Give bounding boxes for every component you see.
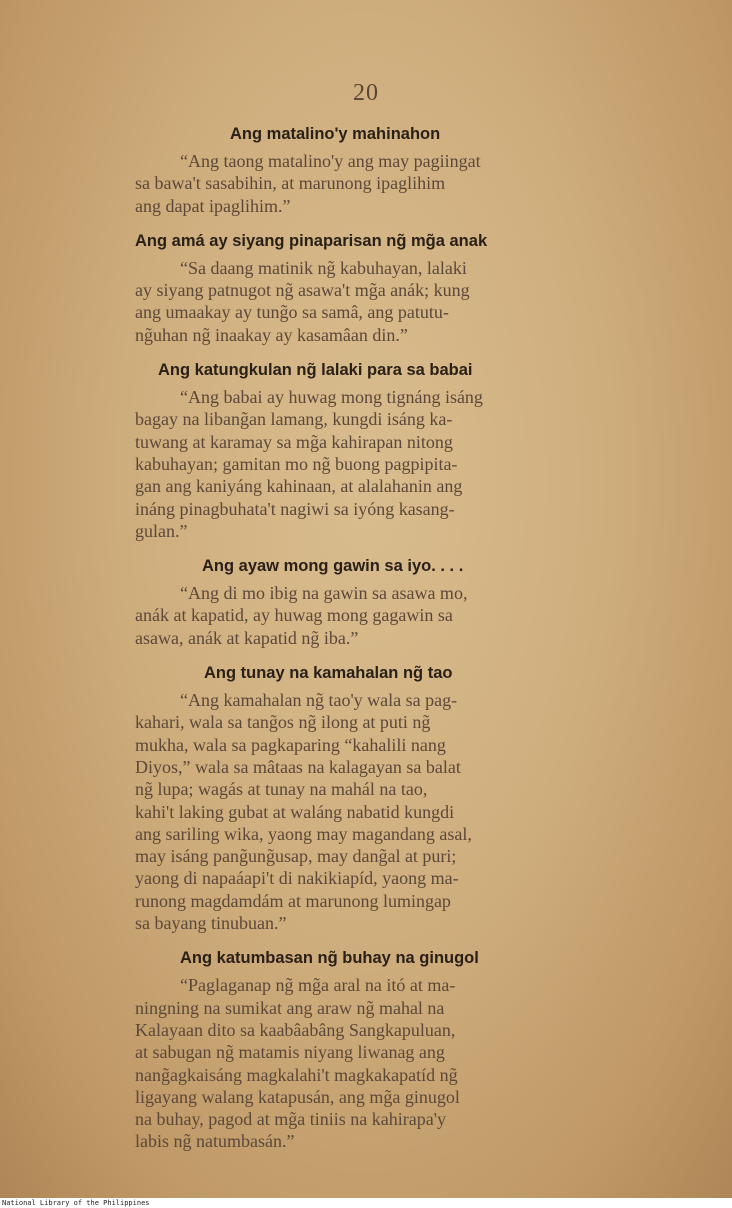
section-body bbox=[135, 582, 620, 649]
text-line: Kalayaan dito sa kaabâabâng Sangkapuluan, bbox=[135, 1019, 456, 1040]
section-body bbox=[135, 689, 620, 934]
text-line: kahari, wala sa tang̃os ng̃ ilong at puti ng̃ bbox=[135, 712, 431, 733]
text-line: ináng pinagbuhata't nagiwi sa iyóng kasang- bbox=[135, 498, 455, 519]
page-content bbox=[135, 122, 620, 1165]
text-line: ng̃uhan ng̃ inaakay ay kasamâan din.” bbox=[135, 324, 408, 345]
text-line: gulan.” bbox=[135, 520, 188, 541]
text-line: labis ng̃ natumbasán.” bbox=[135, 1131, 295, 1152]
section-body bbox=[135, 150, 620, 217]
text-line: bagay na libang̃an lamang, kungdi isáng ka- bbox=[135, 409, 453, 430]
text-line: anák at kapatid, ay huwag mong gagawin sa bbox=[135, 605, 453, 626]
text-line: nang̃agkaisáng magkalahi't magkakapatíd ng̃ bbox=[135, 1064, 458, 1085]
text-line: sa bawa't sasabihin, at marunong ipaglihim bbox=[135, 173, 446, 194]
section-heading: Ang amá ay siyang pinaparisan ng̃ mg̃a anak bbox=[135, 231, 488, 250]
section-matalino bbox=[135, 122, 620, 217]
section-body bbox=[135, 974, 620, 1152]
section-ayaw bbox=[135, 554, 620, 649]
text-line: runong magdamdám at marunong lumingap bbox=[135, 890, 451, 911]
text-line: gan ang kaniyáng kahinaan, at alalahanin ang bbox=[135, 476, 463, 497]
section-kamahalan bbox=[135, 661, 620, 934]
text-line: “Ang taong matalino'y ang may pagiingat bbox=[180, 151, 481, 171]
page-number: 20 bbox=[353, 80, 379, 106]
text-line: at sabugan ng̃ matamis niyang liwanag ang bbox=[135, 1042, 445, 1063]
section-body bbox=[135, 257, 620, 346]
section-ama bbox=[135, 229, 620, 346]
section-heading: Ang katungkulan ng̃ lalaki para sa babai bbox=[158, 361, 473, 380]
text-line: tuwang at karamay sa mg̃a kahirapan nitong bbox=[135, 431, 453, 452]
text-line: “Ang babai ay huwag mong tignáng isáng bbox=[180, 387, 483, 408]
text-line: na buhay, pagod at mg̃a tiniis na kahirapa'y bbox=[135, 1109, 446, 1130]
text-line: “Ang di mo ibig na gawin sa asawa mo, bbox=[180, 583, 468, 604]
text-line: yaong di napaáapi't di nakikiapíd, yaong ma- bbox=[135, 868, 459, 889]
text-line: ng̃ lupa; wagás at tunay na mahál na tao, bbox=[135, 779, 428, 800]
text-line: mukha, wala sa pagkaparing “kahalili nang bbox=[135, 734, 446, 755]
text-line: “Paglaganap ng̃ mg̃a aral na itó at ma- bbox=[180, 975, 456, 996]
section-body bbox=[135, 386, 620, 542]
text-line: ay siyang patnugot ng̃ asawa't mg̃a anák; kung bbox=[135, 280, 470, 301]
text-line: ligayang walang katapusán, ang mg̃a ginugol bbox=[135, 1086, 460, 1107]
library-footer-text: National Library of the Philippines bbox=[0, 1198, 732, 1208]
text-line: ang umaakay ay tung̃o sa samâ, ang patutu- bbox=[135, 302, 449, 323]
text-line: Diyos,” wala sa mâtaas na kalagayan sa balat bbox=[135, 756, 461, 777]
section-heading: Ang ayaw mong gawin sa iyo. . . . bbox=[202, 557, 464, 576]
text-line: kahi't laking gubat at waláng nabatid kungdi bbox=[135, 801, 455, 822]
section-heading: Ang matalino'y mahinahon bbox=[230, 125, 441, 143]
section-katumbasan bbox=[135, 946, 620, 1152]
section-heading: Ang katumbasan ng̃ buhay na ginugol bbox=[180, 949, 479, 968]
text-line: kabuhayan; gamitan mo ng̃ buong pagpipita- bbox=[135, 453, 458, 474]
text-line: ang dapat ipaglihim.” bbox=[135, 195, 291, 216]
text-line: asawa, anák at kapatid ng̃ iba.” bbox=[135, 627, 359, 648]
text-line: ang sariling wika, yaong may magandang asal, bbox=[135, 823, 472, 844]
text-line: “Sa daang matinik ng̃ kabuhayan, lalaki bbox=[180, 257, 467, 278]
text-line: may isáng pang̃ung̃usap, may dang̃al at puri; bbox=[135, 846, 457, 867]
section-katungkulan bbox=[135, 358, 620, 542]
text-line: sa bayang tinubuan.” bbox=[135, 913, 287, 934]
section-heading: Ang tunay na kamahalan ng̃ tao bbox=[204, 664, 453, 683]
text-line: “Ang kamahalan ng̃ tao'y wala sa pag- bbox=[180, 690, 458, 711]
text-line: ningning na sumikat ang araw ng̃ mahal na bbox=[135, 997, 445, 1018]
